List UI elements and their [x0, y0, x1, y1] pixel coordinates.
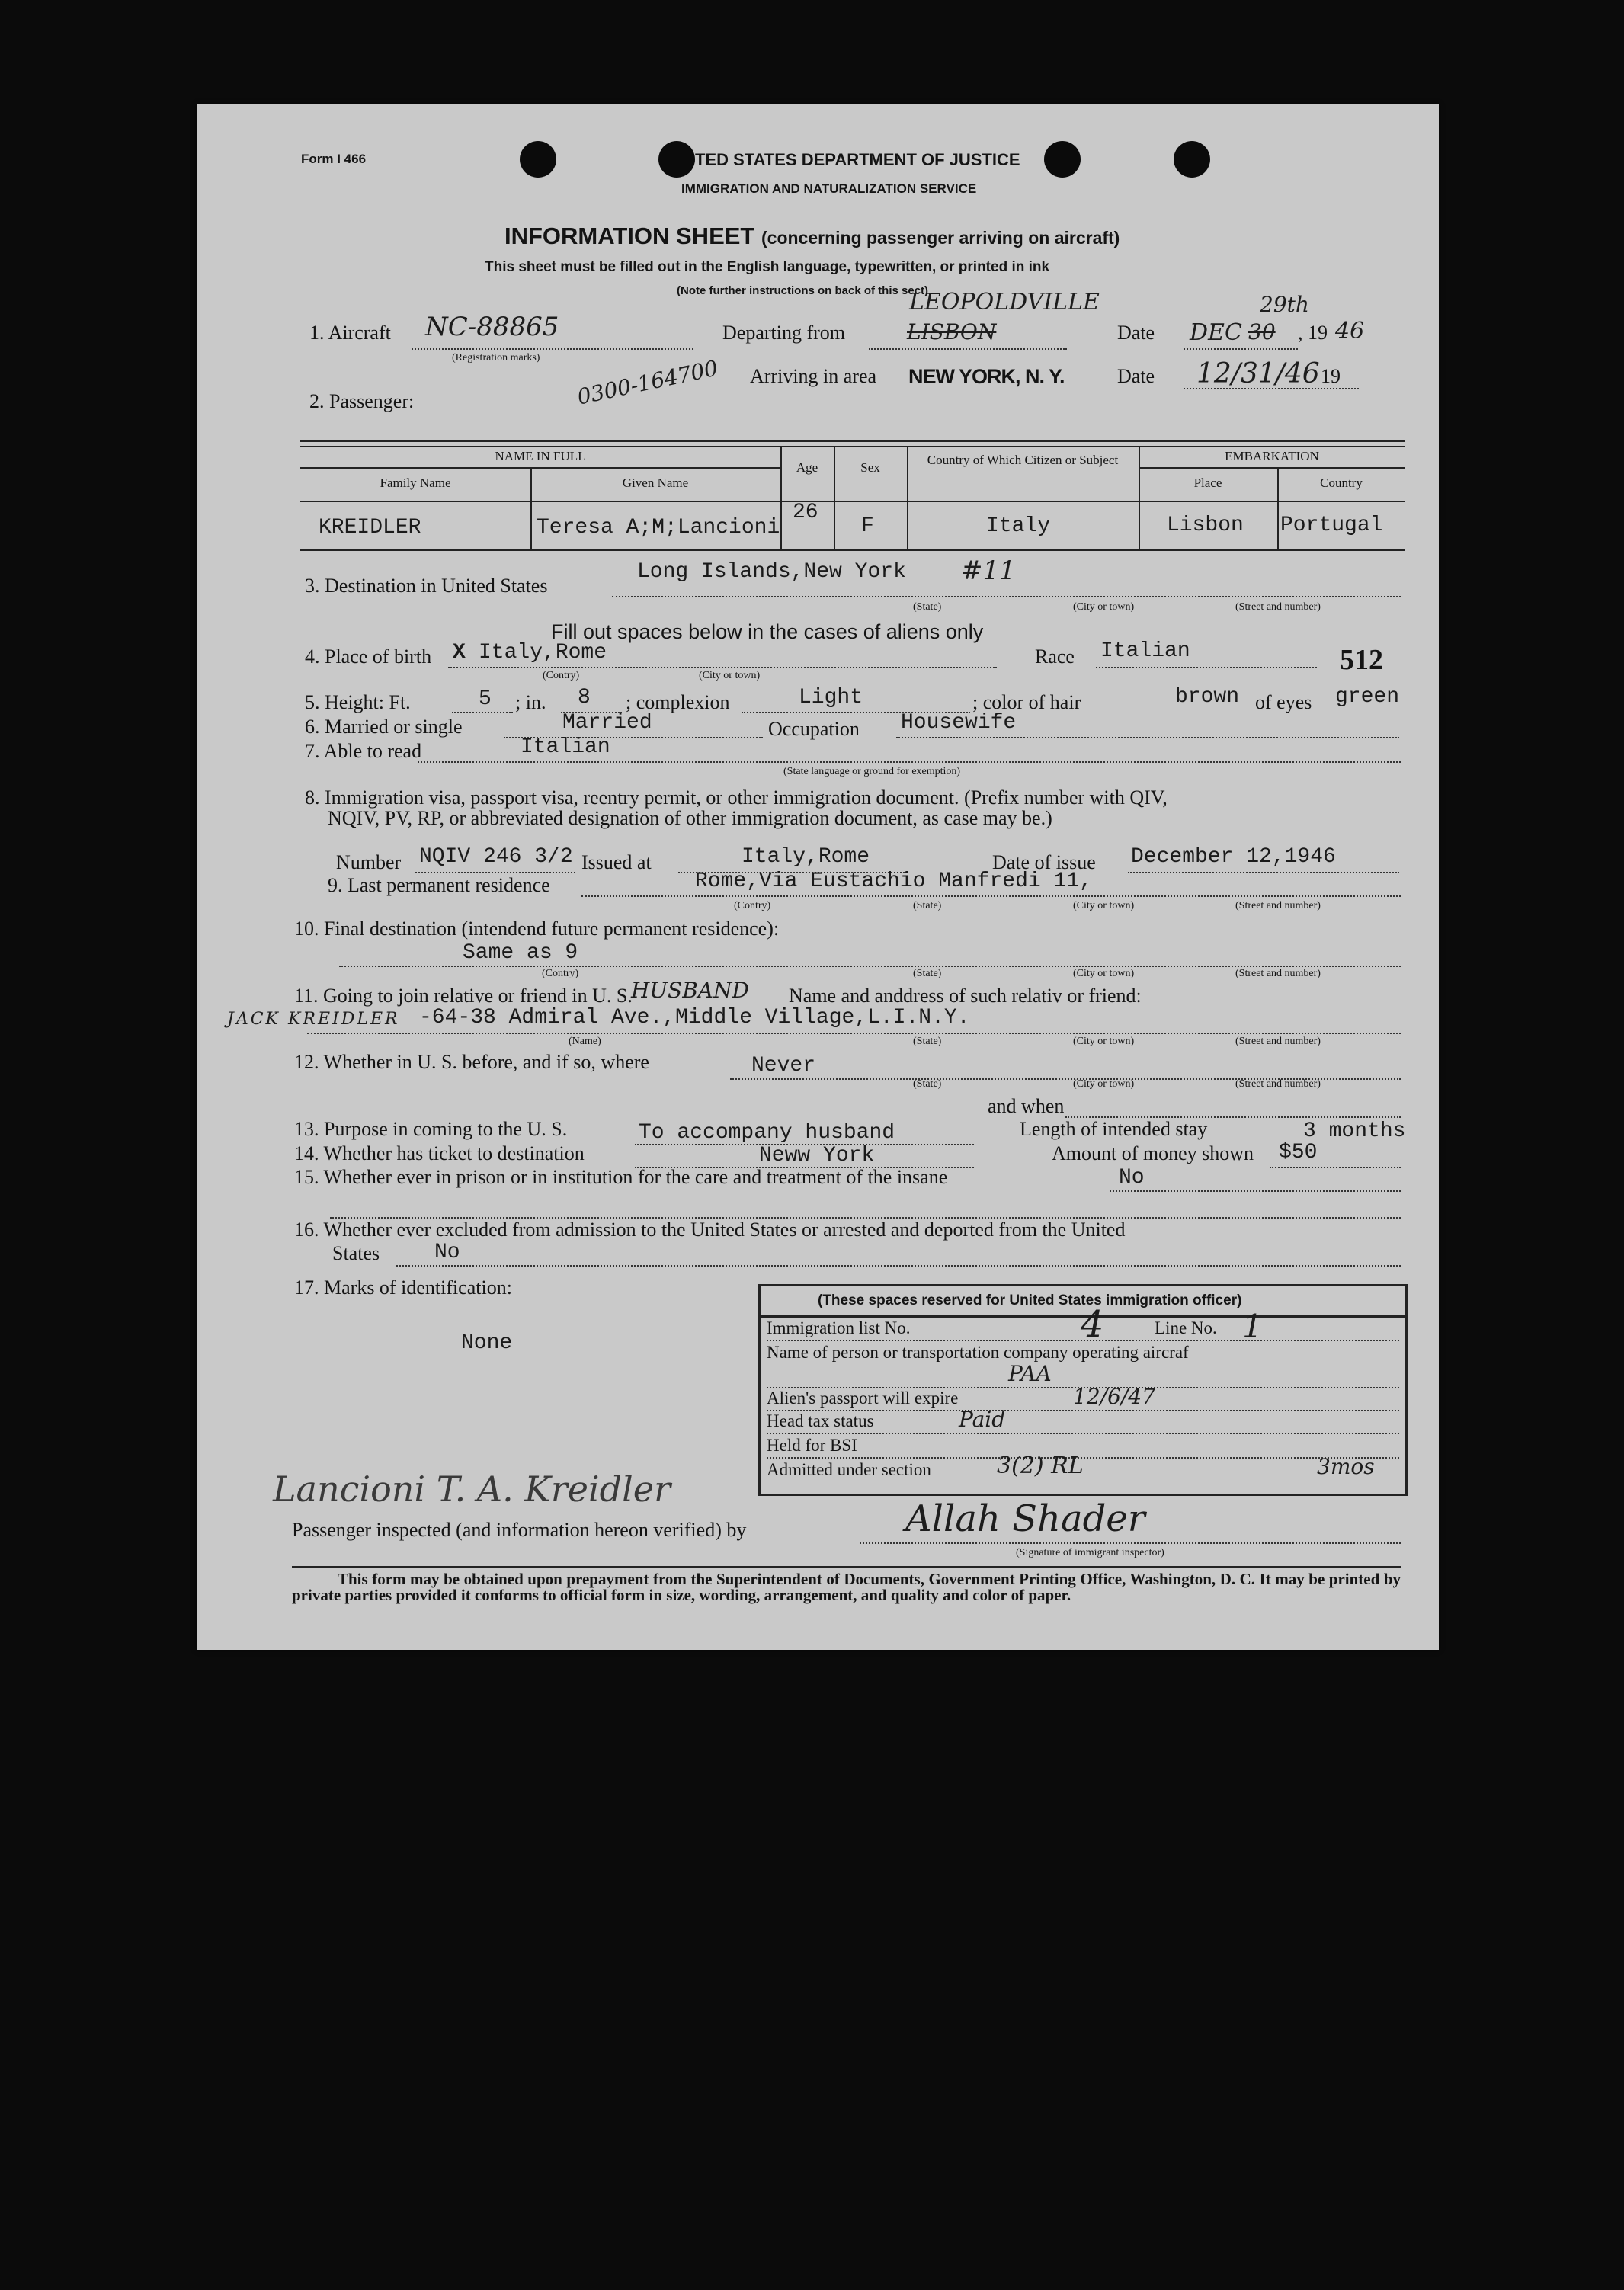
excluded-underline [396, 1265, 1401, 1267]
bsi-label: Held for BSI [767, 1436, 857, 1455]
birth-underline [448, 667, 997, 668]
aircraft-value: NC-88865 [425, 312, 559, 342]
destination-underline [612, 596, 1401, 597]
height-ft: 5 [479, 687, 492, 711]
final-sub-city: (City or town) [1073, 968, 1135, 979]
passenger-label: 2. Passenger: [309, 390, 415, 412]
issue-date-underline [1128, 872, 1399, 873]
date-dep-label: Date [1117, 322, 1155, 344]
join-name-hand: JACK KREIDLER [227, 1010, 400, 1029]
title-suffix: (concerning passenger arriving on aircraft) [761, 228, 1120, 248]
col-country-citizen: Country of Which Citizen or Subject [927, 453, 1119, 467]
section-label: Admitted under section [767, 1460, 931, 1479]
col-family-name: Family Name [380, 476, 451, 490]
money-label: Amount of money shown [1052, 1142, 1254, 1164]
cell-citizen: Italy [986, 514, 1051, 538]
footer-note: This form may be obtained upon prepayment from the Superintendent of Documents, Government Printing Office, Washington, D. C. It may be printed by private parties provided it conforms to official form in size, wording, arrangement, and quality and color of paper. [292, 1570, 1401, 1604]
excluded-value: No [434, 1241, 460, 1264]
date-dep-year-prefix: , 19 [1298, 322, 1328, 344]
form-sheet [197, 104, 1439, 1650]
visa-label-2: NQIV, PV, RP, or abbreviated designation of other immigration document, as case may be.) [328, 807, 1052, 829]
aircraft-sub: (Registration marks) [452, 352, 540, 364]
department-title: TED STATES DEPARTMENT OF JUSTICE [695, 150, 1020, 169]
punch-hole-4 [1174, 141, 1210, 178]
residence-label: 9. Last permanent residence [328, 874, 550, 896]
list-underline [767, 1340, 1399, 1341]
race-label: Race [1035, 645, 1075, 668]
line-label: Line No. [1155, 1318, 1217, 1337]
section-value: 3(2) RL [997, 1452, 1084, 1479]
occupation-underline [896, 737, 1399, 738]
stamp-number: 512 [1340, 644, 1383, 676]
birth-value: Italy,Rome [479, 641, 607, 665]
height-in: 8 [578, 686, 591, 709]
service-title: IMMIGRATION AND NATURALIZATION SERVICE [681, 181, 977, 196]
file-number: 0300-164700 [575, 355, 720, 410]
prison-value: No [1119, 1166, 1145, 1190]
and-when-label: and when [988, 1095, 1065, 1117]
occupation-label: Occupation [768, 718, 860, 740]
cell-country: Portugal [1280, 514, 1383, 537]
join-sub-city: (City or town) [1073, 1036, 1135, 1047]
company-label: Name of person or transportation company operating aircraf [767, 1343, 1189, 1362]
table-name-rule [300, 467, 780, 469]
table-header-rule [300, 501, 1405, 502]
destination-value: Long Islands,New York [637, 560, 906, 584]
instruction-line-1: This sheet must be filled out in the English language, typewritten, or printed in ink [485, 259, 1050, 275]
final-sub-contry: (Contry) [542, 968, 579, 979]
height-label: 5. Height: Ft. [305, 691, 411, 713]
join-sub-street: (Street and number) [1235, 1036, 1321, 1047]
visa-label-1: 8. Immigration visa, passport visa, reentry permit, or other immigration document. (Prefix number with QIV, [305, 786, 1168, 809]
read-sub: (State language or ground for exemption) [783, 766, 961, 777]
res-sub-state: (State) [913, 900, 942, 911]
col-sex: Sex [860, 460, 880, 475]
number-label: Number [336, 851, 402, 873]
join-sub-name: (Name) [569, 1036, 601, 1047]
before-sub-state: (State) [913, 1078, 942, 1090]
final-sub-street: (Street and number) [1235, 968, 1321, 979]
passenger-signature: Lancioni T. A. Kreidler [273, 1468, 671, 1510]
passport-label: Alien's passport will expire [767, 1388, 959, 1408]
dest-sub-city: (City or town) [1073, 601, 1135, 613]
join-label-2: Name and anddress of such relativ or friend: [789, 985, 1142, 1007]
married-value: Married [562, 711, 652, 735]
marks-value: None [461, 1331, 513, 1355]
page-title [504, 223, 1120, 250]
res-sub-street: (Street and number) [1235, 900, 1321, 911]
title-main: INFORMATION SHEET [504, 223, 755, 249]
inspector-underline [860, 1542, 1401, 1544]
birth-label: 4. Place of birth [305, 645, 432, 668]
col-age: Age [796, 460, 818, 475]
col-given-name: Given Name [622, 476, 689, 490]
final-value: Same as 9 [463, 941, 578, 965]
birth-sub-city: (City or town) [699, 670, 761, 681]
join-underline [307, 1033, 1401, 1034]
issued-label: Issued at [581, 851, 652, 873]
money-value: $50 [1279, 1141, 1318, 1164]
headtax-value: Paid [959, 1407, 1006, 1432]
final-label: 10. Final destination (intendend future permanent residence): [294, 918, 780, 940]
section-extra: 3mos [1317, 1454, 1375, 1479]
table-emb-rule [1139, 467, 1405, 469]
final-sub-state: (State) [913, 968, 942, 979]
date-arr-value: 12/31/46 [1196, 358, 1320, 389]
table-bottom-rule [300, 549, 1405, 551]
res-sub-contry: (Contry) [734, 900, 771, 911]
ticket-label: 14. Whether has ticket to destination [294, 1142, 585, 1164]
issue-date-value: December 12,1946 [1131, 845, 1336, 869]
cell-sex: F [861, 514, 874, 538]
number-value: NQIV 246 3/2 [419, 845, 573, 869]
arriving-value: NEW YORK, N. Y. [908, 365, 1065, 388]
instruction-line-2: (Note further instructions on back of this sect) [677, 284, 929, 297]
date-dep-month: DEC [1190, 319, 1242, 346]
purpose-value: To accompany husband [639, 1121, 895, 1145]
join-address: -64-38 Admiral Ave.,Middle Village,L.I.N.Y. [419, 1006, 970, 1030]
company-value: PAA [1008, 1361, 1052, 1386]
headtax-label: Head tax status [767, 1411, 874, 1430]
hair-value: brown [1175, 685, 1240, 709]
destination-hand: #11 [961, 556, 1016, 586]
before-sub-city: (City or town) [1073, 1078, 1135, 1090]
read-underline [418, 761, 1401, 763]
col-place: Place [1193, 476, 1222, 490]
dest-sub-state: (State) [913, 601, 942, 613]
cell-family: KREIDLER [319, 516, 421, 540]
read-label: 7. Able to read [305, 740, 422, 762]
before-sub-street: (Street and number) [1235, 1078, 1321, 1090]
join-label: 11. Going to join relative or friend in U. S. [294, 985, 633, 1007]
dest-sub-street: (Street and number) [1235, 601, 1321, 613]
aircraft-underline [412, 348, 693, 350]
date-dep-underline [1184, 348, 1298, 350]
date-arr-suffix: 19 [1321, 365, 1341, 387]
inspector-sub: (Signature of immigrant inspector) [1016, 1547, 1164, 1558]
residence-value: Rome,Via Eustachio Manfredi 11, [695, 870, 1092, 893]
occupation-value: Housewife [901, 711, 1017, 735]
height-in-label: ; in. [515, 691, 546, 713]
length-label: Length of intended stay [1020, 1118, 1208, 1140]
date-dep-day: 29th [1260, 292, 1309, 317]
list-label: Immigration list No. [767, 1318, 911, 1337]
footer-rule [292, 1566, 1401, 1568]
table-top-rule-2 [300, 446, 1405, 447]
complexion-value: Light [799, 686, 863, 709]
prison-underline [1110, 1190, 1401, 1192]
issued-value: Italy,Rome [742, 845, 870, 869]
table-top-rule [300, 440, 1405, 442]
join-sub-state: (State) [913, 1036, 942, 1047]
eyes-value: green [1335, 685, 1400, 709]
complexion-label: ; complexion [626, 691, 730, 713]
date-dep-struck: 30 [1248, 319, 1276, 344]
col-country: Country [1320, 476, 1363, 490]
birth-x: X [453, 641, 466, 665]
race-underline [1096, 667, 1317, 668]
hair-label: ; color of hair [972, 691, 1081, 713]
departing-value: LEOPOLDVILLE [909, 289, 1100, 315]
number-underline [415, 872, 575, 873]
punch-hole-1 [520, 141, 556, 178]
arriving-label: Arriving in area [750, 365, 877, 387]
date-arr-label: Date [1117, 365, 1155, 387]
departing-underline [869, 348, 1067, 350]
aliens-note: Fill out spaces below in the cases of aliens only [551, 620, 984, 643]
date-arr-underline [1184, 388, 1359, 389]
destination-label: 3. Destination in United States [305, 575, 548, 597]
inspected-label: Passenger inspected (and information hereon verified) by [292, 1519, 747, 1541]
col-embarkation: EMBARKATION [1225, 449, 1319, 463]
eyes-label: of eyes [1255, 691, 1312, 713]
departing-struck: LISBON [907, 319, 997, 344]
punch-hole-2 [658, 141, 695, 178]
final-underline [339, 966, 1401, 967]
money-underline [1270, 1167, 1401, 1168]
cell-given: Teresa A;M;Lancioni [537, 516, 780, 540]
departing-label: Departing from [722, 322, 846, 344]
read-value: Italian [521, 735, 610, 759]
cell-place: Lisbon [1167, 514, 1244, 537]
excluded-label-2: States [332, 1242, 380, 1264]
race-value: Italian [1100, 639, 1190, 663]
line-value: 1 [1242, 1308, 1263, 1345]
officer-box [758, 1284, 1408, 1496]
punch-hole-3 [1044, 141, 1081, 178]
aircraft-label: 1. Aircraft [309, 322, 391, 344]
date-dep-year: 46 [1335, 318, 1365, 344]
res-sub-city: (City or town) [1073, 900, 1135, 911]
prison-label: 15. Whether ever in prison or in institution for the care and treatment of the insane [294, 1166, 948, 1188]
married-label: 6. Married or single [305, 716, 463, 738]
ticket-value: Neww York [759, 1144, 875, 1167]
before-label: 12. Whether in U. S. before, and if so, where [294, 1051, 649, 1073]
passport-value: 12/6/47 [1073, 1384, 1155, 1409]
headtax-underline [767, 1433, 1399, 1434]
before-value: Never [751, 1054, 816, 1078]
inspector-signature: Allah Shader [905, 1497, 1145, 1540]
purpose-label: 13. Purpose in coming to the U. S. [294, 1118, 568, 1140]
officer-box-header: (These spaces reserved for United States immigration officer) [818, 1292, 1242, 1308]
residence-underline [581, 895, 1401, 897]
cell-age: 26 [793, 501, 818, 524]
col-name-in-full: NAME IN FULL [495, 449, 586, 463]
list-value: 4 [1081, 1303, 1104, 1346]
marks-label: 17. Marks of identification: [294, 1276, 512, 1299]
length-value: 3 months [1303, 1119, 1406, 1143]
issue-date-label: Date of issue [992, 851, 1096, 873]
form-number: Form I 466 [301, 152, 367, 166]
join-value: HUSBAND [631, 978, 749, 1003]
height-ft-underline [452, 712, 513, 713]
birth-sub-contry: (Contry) [543, 670, 580, 681]
excluded-label-1: 16. Whether ever excluded from admission to the United States or arrested and deported from the United [294, 1219, 1126, 1241]
